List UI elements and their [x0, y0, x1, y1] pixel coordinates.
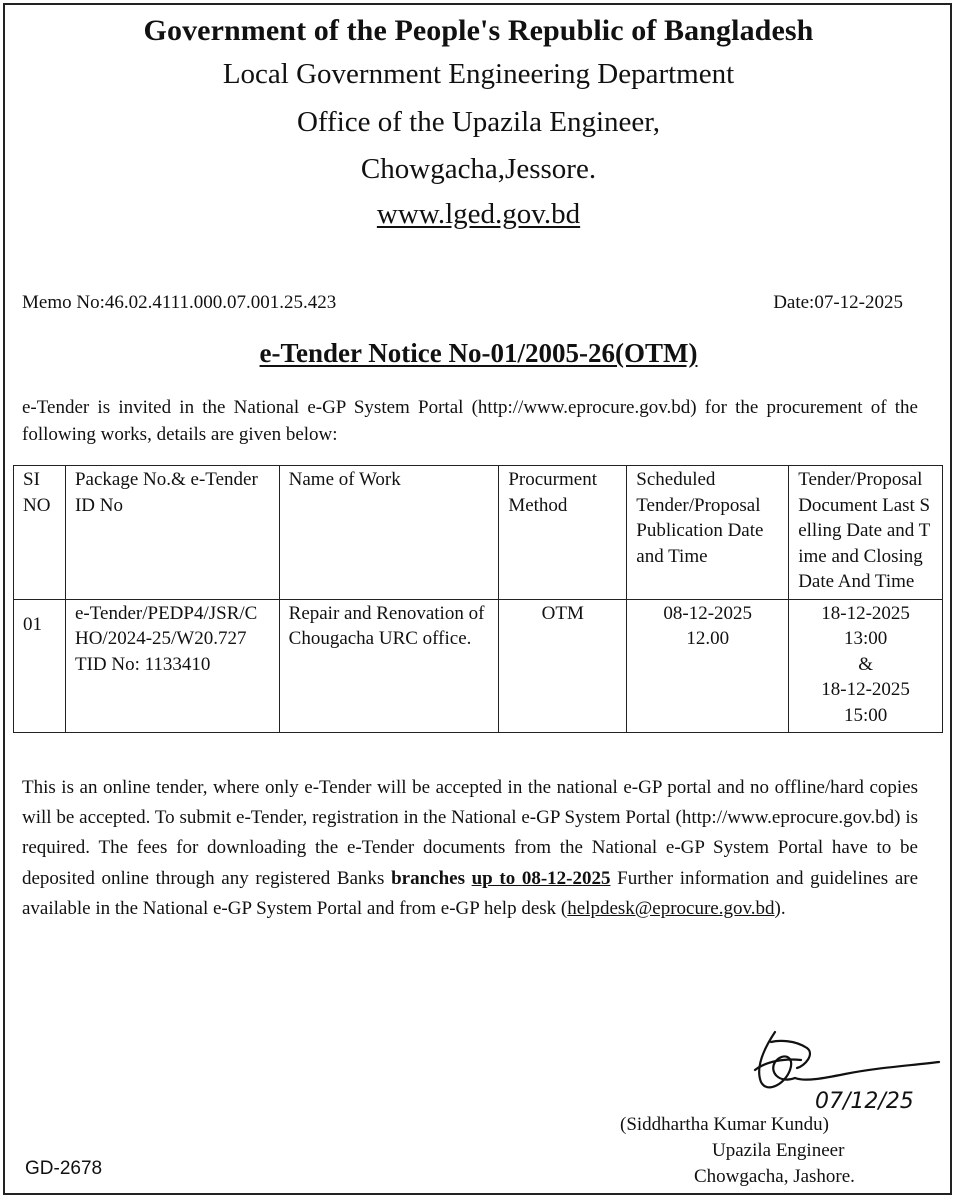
- header-publication: Scheduled Tender/Proposal Publication Date and Time: [627, 466, 789, 600]
- last-selling-date: 18-12-2025: [821, 602, 910, 624]
- header-government: Government of the People's Republic of Bangladesh: [143, 14, 814, 47]
- instructions-bold-branches: branches: [391, 867, 465, 889]
- signatory-designation: Upazila Engineer: [712, 1140, 845, 1161]
- instructions-part2: Further information and guidelines are available in the National e-GP System Portal and from e-GP help desk (: [22, 867, 919, 919]
- table-header-row: [14, 466, 943, 600]
- publication-date: 08-12-2025: [663, 602, 753, 624]
- notice-title: e-Tender Notice No-01/2005-26(OTM): [259, 338, 698, 368]
- instructions-part3: ).: [774, 897, 786, 919]
- handwritten-signature: [735, 1022, 945, 1114]
- table-row: [14, 599, 943, 733]
- closing-date: 18-12-2025: [821, 679, 910, 700]
- intro-paragraph: e-Tender is invited in the National e-GP System Portal (http://www.eprocure.gov.bd) for the procurement of the following works, details are given below:: [22, 397, 918, 445]
- header-department: Local Government Engineering Department: [222, 58, 735, 90]
- package-id: e-Tender/PEDP4/JSR/CHO/2024-25/W20.727: [74, 602, 258, 649]
- header-sl-no: SI NO: [14, 466, 66, 600]
- header-name-of-work: Name of Work: [279, 466, 499, 600]
- tender-id: TID No: 1133410: [74, 653, 211, 675]
- gd-number: GD-2678: [25, 1158, 103, 1179]
- instructions-part1: This is an online tender, where only e-Tender will be accepted in the national e-GP portal and no offline/hard copies will be accepted. To submit e-Tender, registration in the National e-GP System Portal (http://www.eprocure.gov.bd) is required. The fees for downloading the e-Tender documents from the National e-GP System Portal have to be deposited online through any registered Banks: [22, 777, 918, 889]
- header-package: Package No.& e-Tender ID No: [65, 466, 279, 600]
- cell-closing: [789, 599, 943, 733]
- signatory-place: Chowgacha, Jashore.: [694, 1166, 855, 1187]
- ampersand: &: [858, 653, 873, 675]
- cell-name-of-work: Repair and Renovation of Chougacha URC office.: [279, 599, 499, 733]
- memo-number: Memo No:46.02.4111.000.07.001.25.423: [22, 292, 337, 313]
- deadline-date: up to 08-12-2025: [471, 867, 611, 889]
- header-website[interactable]: www.lged.gov.bd: [376, 198, 581, 230]
- helpdesk-email[interactable]: helpdesk@eprocure.gov.bd: [567, 897, 775, 919]
- last-selling-time: 13:00: [843, 628, 888, 649]
- cell-package: [65, 599, 279, 733]
- memo-date: Date:07-12-2025: [773, 292, 903, 313]
- signature-date: 07/12/25: [815, 1089, 914, 1114]
- works-table: [13, 465, 943, 733]
- cell-publication: [627, 599, 789, 733]
- header-office: Office of the Upazila Engineer,: [296, 106, 661, 138]
- publication-time: 12.00: [686, 628, 730, 649]
- cell-sl: 01: [14, 599, 66, 733]
- instructions-paragraph: [22, 773, 918, 924]
- signatory-name: (Siddhartha Kumar Kundu): [620, 1114, 829, 1135]
- header-location: Chowgacha,Jessore.: [360, 153, 597, 185]
- header-procurement-method: Procurment Method: [499, 466, 627, 600]
- cell-method: OTM: [499, 599, 627, 733]
- closing-time: 15:00: [843, 704, 888, 726]
- header-closing: Tender/Proposal Document Last Selling Date and Time and Closing Date And Time: [789, 466, 943, 600]
